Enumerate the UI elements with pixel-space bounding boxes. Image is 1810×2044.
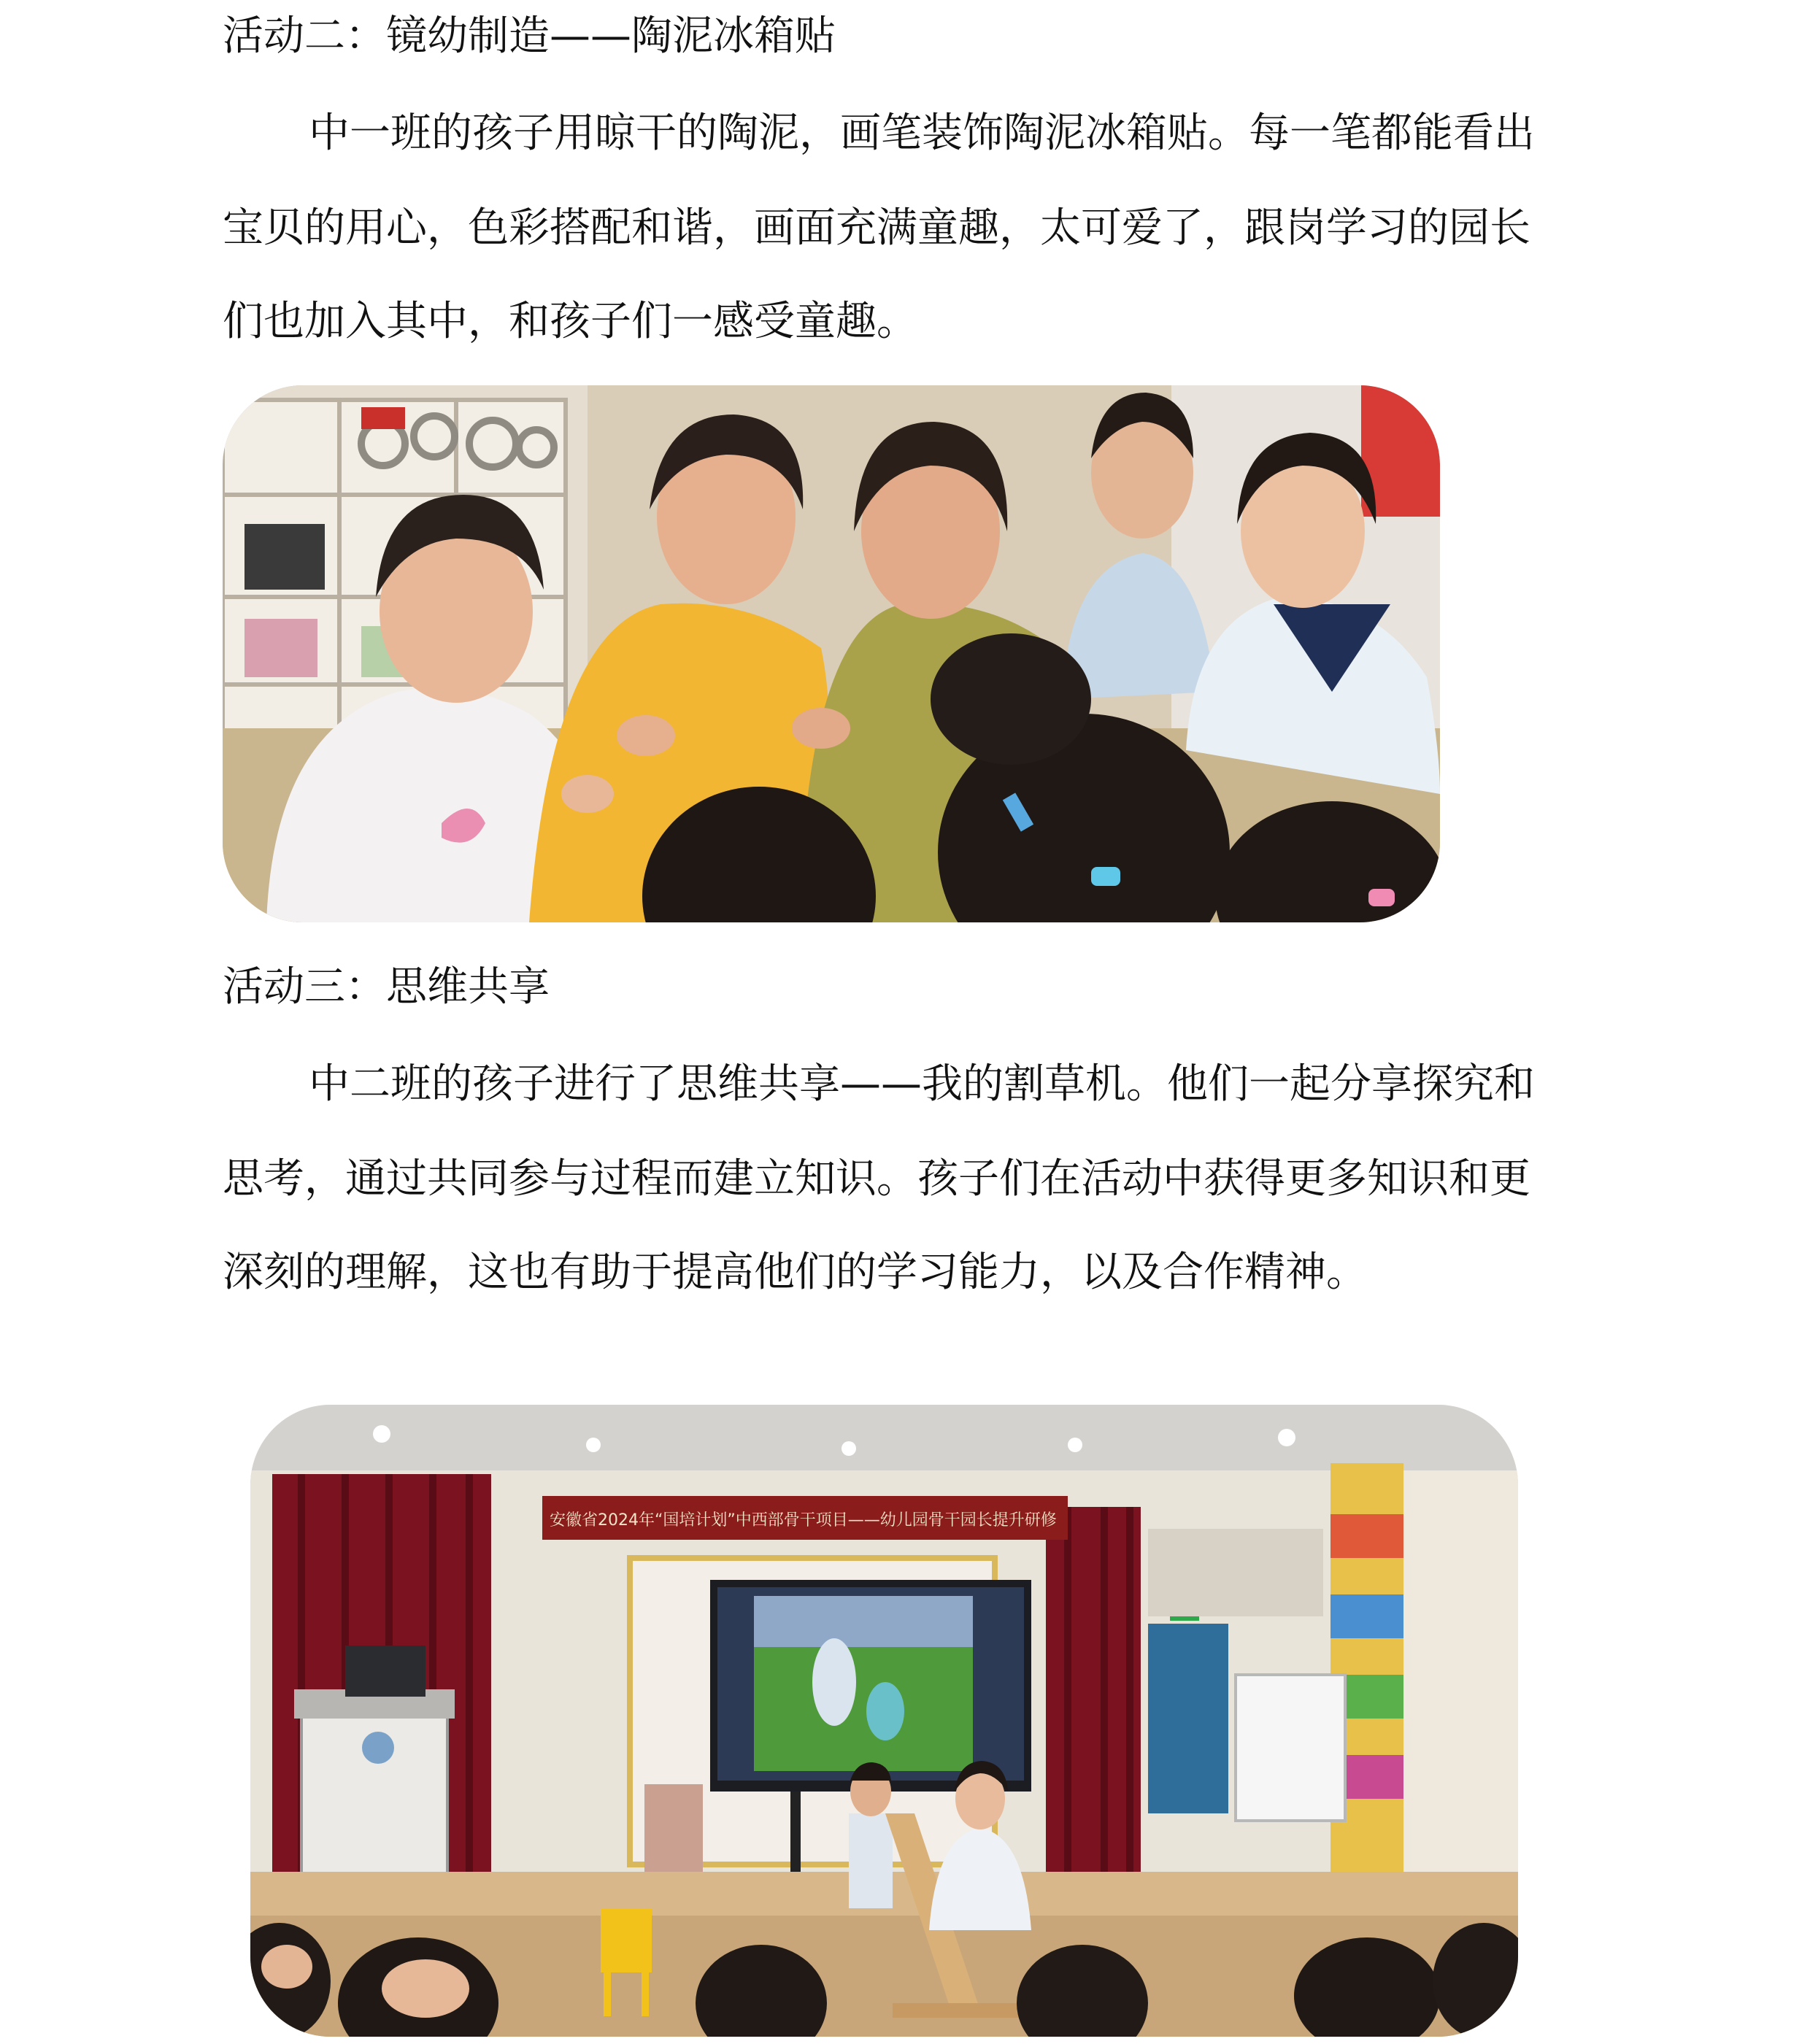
paragraph-line: 中一班的孩子用晾干的陶泥，画笔装饰陶泥冰箱贴。每一笔都能看出 xyxy=(309,109,1535,157)
paragraph-line: 宝贝的用心，色彩搭配和谐，画面充满童趣，太可爱了，跟岗学习的园长 xyxy=(223,204,1530,252)
thinking-share-stage-photo xyxy=(250,1405,1518,2037)
activity3-heading: 活动三：思维共享 xyxy=(223,963,550,1011)
paragraph-line: 们也加入其中，和孩子们一感受童趣。 xyxy=(223,298,917,345)
clay-magnet-activity-photo xyxy=(223,385,1440,922)
paragraph-line: 深刻的理解，这也有助于提高他们的学习能力，以及合作精神。 xyxy=(223,1249,1367,1296)
paragraph-line: 思考，通过共同参与过程而建立知识。孩子们在活动中获得更多知识和更 xyxy=(223,1155,1530,1203)
paragraph-line: 中二班的孩子进行了思维共享——我的割草机。他们一起分享探究和 xyxy=(309,1060,1535,1108)
banner-text: 安徽省2024年“国培计划”中西部骨干项目——幼儿园骨干园长提升研修 xyxy=(550,1511,1057,1530)
activity2-heading: 活动二：镜幼制造——陶泥冰箱贴 xyxy=(223,12,836,60)
